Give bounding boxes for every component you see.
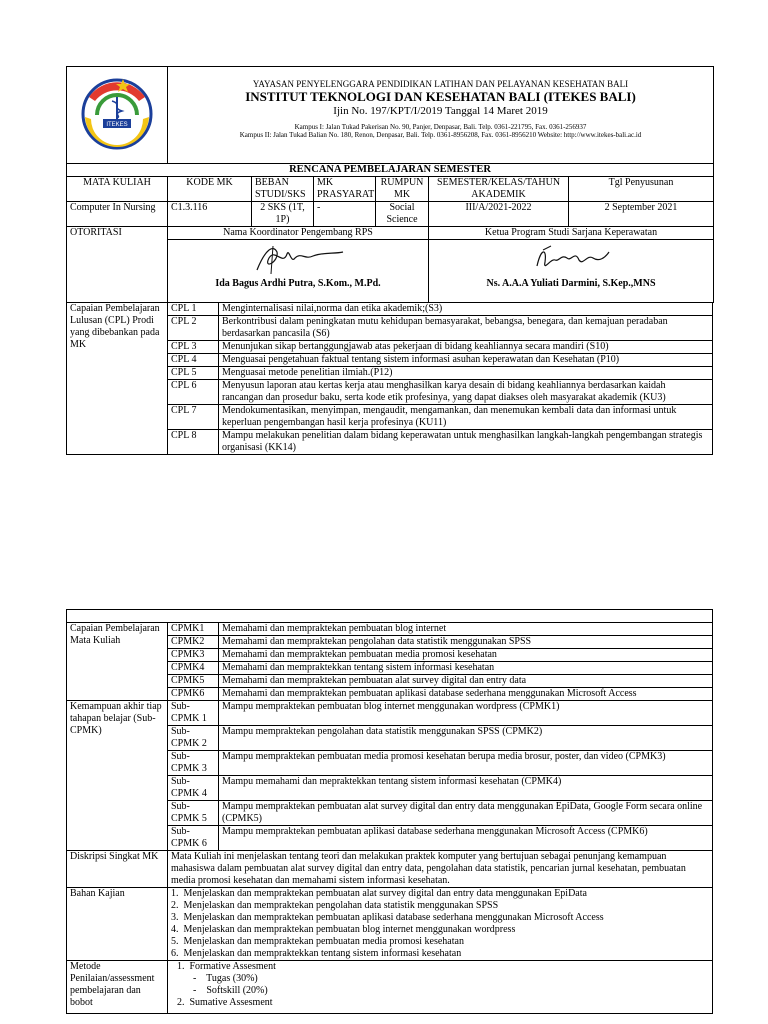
course-name: Computer In Nursing (67, 202, 168, 227)
cpl-text: Mendokumentasikan, menyimpan, mengaudit, mengamankan, dan menemukan kembali data dan informasi untuk keperluan pengembangan hasil kerja profesinya (KU11) (219, 405, 713, 430)
authority-label: OTORITASI (67, 227, 168, 303)
cpmk-code: CPMK6 (168, 688, 219, 701)
cpl-label: Capaian Pembelajaran Lulusan (CPL) Prodi yang dibebankan pada MK (67, 303, 168, 455)
cpl-code: CPL 4 (168, 354, 219, 367)
materials-list (171, 888, 709, 960)
cpl-text: Menguasai pengetahuan faktual tentang sistem informasi asuhan keperawatan dan Kesehatan (P10) (219, 354, 713, 367)
cpl-table (66, 302, 713, 455)
materials-item: 2. Menjelaskan dan mempraktekan pengolahan data statistik menggunakan SPSS (171, 900, 499, 911)
course-date: 2 September 2021 (569, 202, 714, 227)
materials-item: 4. Menjelaskan dan mempraktekan pembuatan blog internet menggunakan wordpress (171, 924, 516, 935)
cpl-code: CPL 7 (168, 405, 219, 430)
cpl-text: Menyusun laporan atau kertas kerja atau menghasilkan karya desain di bidang keahliannya berdasarkan kaidah rancangan dan prosedur baku, serta kode etik profesinya, yang dapat diakses oleh masyarakat akademik (KU3) (219, 380, 713, 405)
logo-text: ITEKES (106, 122, 128, 128)
cpmk-text: Memahami dan mempraktekan pembuatan aplikasi database sederhana menggunakan Microsoft Access (219, 688, 713, 701)
learning-outcomes-table (66, 609, 713, 1014)
col-cluster: RUMPUN MK (376, 177, 429, 202)
subcpmk-text: Mampu mempraktekan pembuatan blog internet menggunakan wordpress (CPMK1) (219, 701, 713, 726)
cpmk-code: CPMK5 (168, 675, 219, 688)
logo-cell (67, 67, 168, 164)
subcpmk-code: Sub-CPMK 1 (168, 701, 219, 726)
rps-page-2 (66, 609, 713, 1014)
cpl-code: CPL 5 (168, 367, 219, 380)
cpl-text: Menguasai metode penelitian ilmiah.(P12) (219, 367, 713, 380)
coordinator-signature (243, 240, 353, 278)
materials-item: 1. Menjelaskan dan mempraktekan pembuatan alat survey digital dan entry data menggunakan EpiData (171, 888, 587, 899)
subcpmk-code: Sub-CPMK 2 (168, 726, 219, 751)
itekes-logo (67, 67, 167, 159)
subcpmk-text: Mampu mempraktekan pembuatan alat survey digital dan entry data menggunakan EpiData, Google Form secara online (CPMK5) (219, 801, 713, 826)
head-name: Ns. A.A.A Yuliati Darmini, S.Kep.,MNS (486, 278, 656, 289)
subcpmk-text: Mampu mempraktekan pembuatan media promosi kesehatan berupa media brosur, poster, dan video (CPMK3) (219, 751, 713, 776)
cpmk-text: Memahami dan mempraktekan pembuatan alat survey digital dan entry data (219, 675, 713, 688)
col-course: MATA KULIAH (67, 177, 168, 202)
institution-header (168, 67, 714, 164)
subcpmk-code: Sub-CPMK 4 (168, 776, 219, 801)
coordinator-title: Nama Koordinator Pengembang RPS (168, 227, 429, 240)
materials-item: 5. Menjelaskan dan mempraktekan pembuatan media promosi kesehatan (171, 936, 464, 947)
blank-header-row (67, 610, 713, 623)
cpmk-label: Capaian Pembelajaran Mata Kuliah (67, 623, 168, 701)
document-title: RENCANA PEMBELAJARAN SEMESTER (67, 164, 714, 177)
assessment-label: Metode Penilaian/assessment pembelajaran dan bobot (67, 961, 168, 1014)
subcpmk-label: Kemampuan akhir tiap tahapan belajar (Sub-CPMK) (67, 701, 168, 851)
foundation-name: YAYASAN PENYELENGGARA PENDIDIKAN LATIHAN DAN PELAYANAN KESEHATAN BALI (252, 79, 629, 89)
materials-item: 3. Menjelaskan dan mempraktekan pembuatan aplikasi database sederhana menggunakan Microsoft Access (171, 912, 604, 923)
description-text: Mata Kuliah ini menjelaskan tentang teori dan melakukan praktek komputer yang bertujuan sebagai penunjang kemampuan mahasiswa dalam pembuatan alat survey digital dan entry data, pengolahan data statistik, pencarian jurnal kesehatan, pembuatan media promosi kesehatan dan memahami sistem informasi kesehatan. (168, 851, 713, 888)
cpmk-code: CPMK4 (168, 662, 219, 675)
subcpmk-code: Sub-CPMK 3 (168, 751, 219, 776)
coordinator-signature-cell (168, 240, 429, 303)
cpmk-code: CPMK3 (168, 649, 219, 662)
subcpmk-text: Mampu mempraktekan pengolahan data statistik menggunakan SPSS (CPMK2) (219, 726, 713, 751)
rps-page-1 (66, 66, 713, 455)
head-signature-cell (429, 240, 714, 303)
cpl-text: Menunjukan sikap bertanggungjawab atas pekerjaan di bidang keahliannya secara mandiri (S10) (219, 341, 713, 354)
assessment-item: - Softskill (20%) (193, 985, 268, 996)
col-semester: SEMESTER/KELAS/TAHUN AKADEMIK (429, 177, 569, 202)
subcpmk-text: Mampu memahami dan mepraktekkan tentang sistem informasi kesehatan (CPMK4) (219, 776, 713, 801)
course-semester: III/A/2021-2022 (429, 202, 569, 227)
head-signature (521, 240, 621, 278)
cpmk-row (67, 623, 713, 636)
campus-2-address: Kampus II: Jalan Tukad Balian No. 180, Renon, Denpasar, Bali. Telp. 0361-8956208, Fax. 0361-8956210 Website: http://www.itekes-bali.ac.id (239, 131, 642, 139)
subcpmk-code: Sub-CPMK 6 (168, 826, 219, 851)
assessment-item: 1. Formative Assesment (177, 961, 276, 972)
head-title: Ketua Program Studi Sarjana Keperawatan (429, 227, 714, 240)
cpl-text: Berkontribusi dalam peningkatan mutu kehidupan bemasyarakat, bebangsa, benegara, dan kemajuan peradaban berdasarkan pancasila (S6) (219, 316, 713, 341)
materials-list-cell (168, 888, 713, 961)
materials-label: Bahan Kajian (67, 888, 168, 961)
col-code: KODE MK (168, 177, 252, 202)
cpl-code: CPL 3 (168, 341, 219, 354)
cpl-code: CPL 8 (168, 430, 219, 455)
course-code: C1.3.116 (168, 202, 252, 227)
cpl-code: CPL 6 (168, 380, 219, 405)
materials-item: 6. Menjelaskan dan mempraktekkan tentang sistem informasi kesehatan (171, 948, 462, 959)
cpmk-text: Memahami dan mempraktekan pembuatan blog internet (219, 623, 713, 636)
assessment-item: - Tugas (30%) (193, 973, 258, 984)
col-credits: BEBAN STUDI/SKS (252, 177, 314, 202)
col-prereq: MK PRASYARAT (314, 177, 376, 202)
subcpmk-row (67, 701, 713, 726)
coordinator-name: Ida Bagus Ardhi Putra, S.Kom., M.Pd. (215, 278, 381, 289)
cpmk-code: CPMK1 (168, 623, 219, 636)
cpmk-text: Memahami dan mempraktekan pembuatan media promosi kesehatan (219, 649, 713, 662)
description-label: Diskripsi Singkat MK (67, 851, 168, 888)
cpl-code: CPL 1 (168, 303, 219, 316)
course-cluster: Social Science (376, 202, 429, 227)
course-credits: 2 SKS (1T, 1P) (252, 202, 314, 227)
subcpmk-code: Sub-CPMK 5 (168, 801, 219, 826)
col-date: Tgl Penyusunan (569, 177, 714, 202)
institute-name: INSTITUT TEKNOLOGI DAN KESEHATAN BALI (ITEKES BALI) (245, 89, 636, 104)
campus-1-address: Kampus I: Jalan Tukad Pakerisan No. 90, Panjer, Denpasar, Bali. Telp. 0361-221795, Fax. 0361-256937 (294, 123, 587, 131)
assessment-list-cell (168, 961, 713, 1014)
cpl-text: Mampu melakukan penelitian dalam bidang keperawatan untuk menghasilkan langkah-langkah pengembangan strategis organisasi (KK14) (219, 430, 713, 455)
cpmk-code: CPMK2 (168, 636, 219, 649)
cpl-code: CPL 2 (168, 316, 219, 341)
permit-number: Ijin No. 197/KPT/I/2019 Tanggal 14 Maret 2019 (333, 105, 548, 117)
cpl-row (67, 303, 713, 316)
cpmk-text: Memahami dan mempraktekkan tentang sistem informasi kesehatan (219, 662, 713, 675)
assessment-item: 2. Sumative Assesment (177, 997, 273, 1008)
cpl-text: Menginternalisasi nilai,norma dan etika akademik;(S3) (219, 303, 713, 316)
rps-header-table (66, 66, 714, 303)
cpmk-text: Memahami dan mempraktekan pengolahan data statistik menggunakan SPSS (219, 636, 713, 649)
subcpmk-text: Mampu mempraktekan pembuatan aplikasi database sederhana menggunakan Microsoft Access (CPMK6) (219, 826, 713, 851)
assessment-list (171, 961, 709, 1009)
course-prereq: - (314, 202, 376, 227)
